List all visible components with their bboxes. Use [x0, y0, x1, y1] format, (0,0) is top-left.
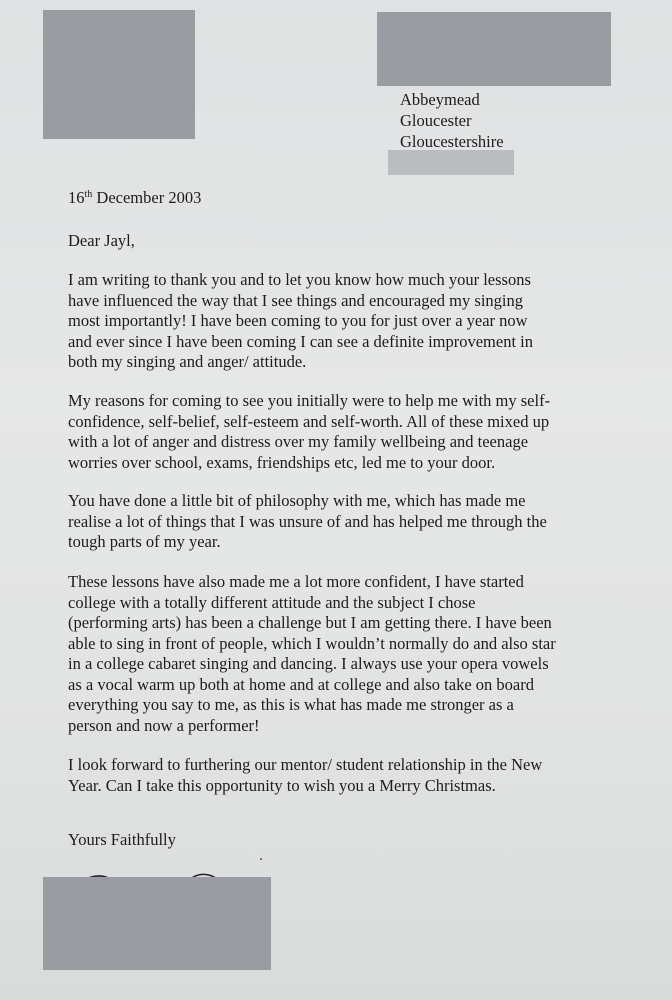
- sender-address: [400, 89, 504, 152]
- redacted-logo-block: [43, 10, 195, 139]
- text-line: most importantly! I have been coming to you for just over a year now: [68, 311, 528, 330]
- text-line: have influenced the way that I see things and encouraged my singing: [68, 290, 523, 310]
- address-line-1: Abbeymead: [400, 90, 480, 109]
- redacted-signature-block: [43, 877, 271, 970]
- text-line: realise a lot of things that I was unsure of and has helped me through the: [68, 511, 547, 531]
- paragraph-1: [68, 270, 588, 373]
- text-line: college with a totally different attitude and the subject I chose: [68, 592, 476, 612]
- text-line: These lessons have also made me a lot more confident, I have started: [68, 572, 524, 591]
- paper-speck: [260, 858, 262, 860]
- text-line: as a vocal warm up both at home and at college and also take on board: [68, 674, 534, 694]
- text-line: You have done a little bit of philosophy with me, which has made me: [68, 491, 526, 510]
- paragraph-2: [68, 391, 588, 473]
- text-line: My reasons for coming to see you initially were to help me with my self-: [68, 391, 551, 410]
- address-line-2: Gloucester: [400, 111, 472, 130]
- text-line: confidence, self-belief, self-esteem and self-worth. All of these mixed up: [68, 411, 550, 431]
- text-line: both my singing and anger/ attitude.: [68, 352, 307, 371]
- letter-date: [68, 188, 201, 208]
- paragraph-5: [68, 755, 588, 796]
- date-suffix: th: [84, 189, 93, 200]
- text-line: everything you say to me, as this is what has made me stronger as a: [68, 695, 514, 714]
- text-line: I look forward to furthering our mentor/ student relationship in the New: [68, 755, 543, 774]
- text-line: able to sing in front of people, which I wouldn’t normally do and also star: [68, 633, 556, 653]
- address-line-3: Gloucestershire: [400, 132, 504, 151]
- text-line: tough parts of my year.: [68, 532, 221, 551]
- text-line: in a college cabaret singing and dancing. I always use your opera vowels: [68, 654, 549, 673]
- paragraph-4: [68, 572, 588, 736]
- text-line: person and now a performer!: [68, 715, 260, 735]
- date-day: 16: [68, 188, 85, 207]
- closing: Yours Faithfully: [68, 830, 176, 849]
- text-line: worries over school, exams, friendships etc, led me to your door.: [68, 452, 496, 472]
- paragraph-3: [68, 491, 588, 553]
- text-line: with a lot of anger and distress over my family wellbeing and teenage: [68, 432, 529, 451]
- salutation: Dear Jayl,: [68, 231, 135, 250]
- date-month-year: December 2003: [92, 188, 202, 207]
- redacted-postcode-block: [388, 150, 514, 175]
- text-line: Year. Can I take this opportunity to wish you a Merry Christmas.: [68, 775, 496, 795]
- redacted-sender-name-block: [377, 12, 611, 86]
- text-line: I am writing to thank you and to let you know how much your lessons: [68, 270, 531, 289]
- text-line: (performing arts) has been a challenge but I am getting there. I have been: [68, 613, 552, 632]
- text-line: and ever since I have been coming I can see a definite improvement in: [68, 331, 534, 351]
